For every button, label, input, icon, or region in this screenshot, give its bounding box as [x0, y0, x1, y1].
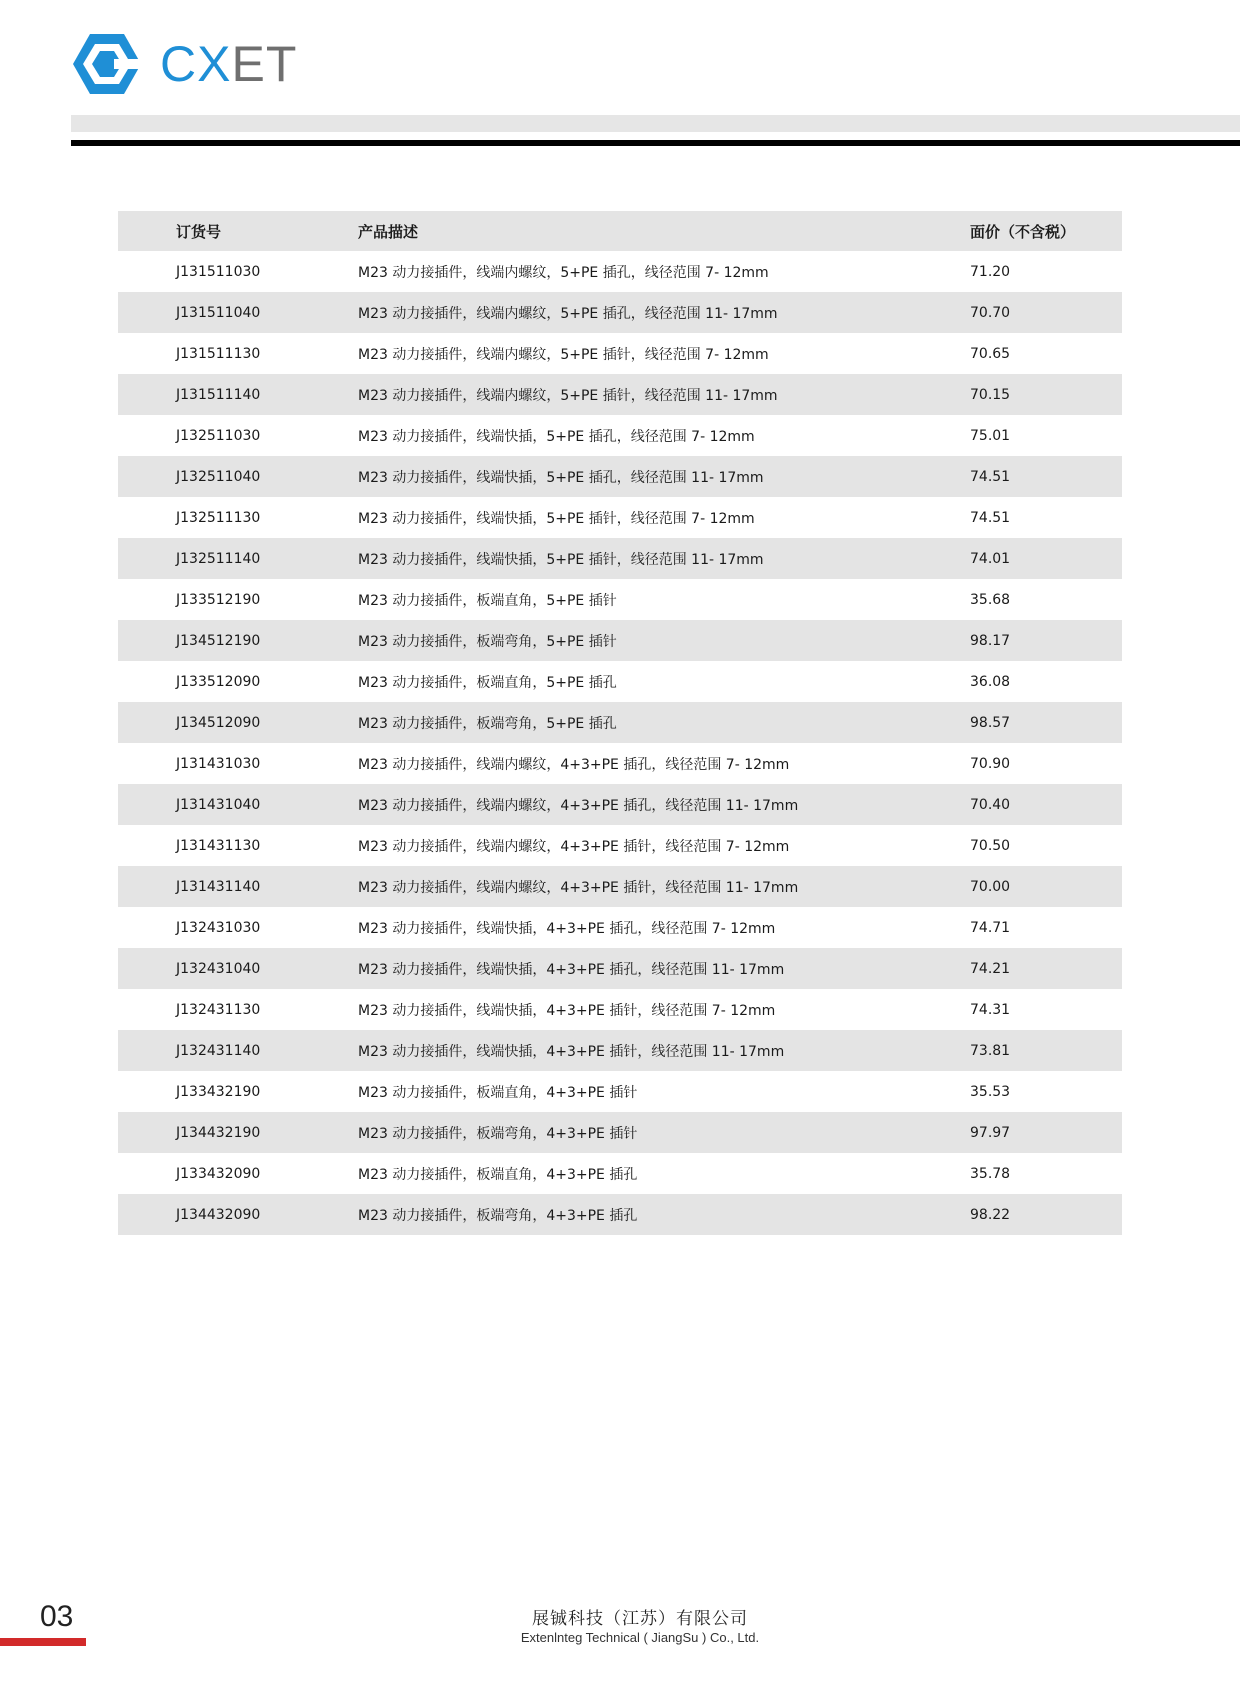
price-cell: 98.22 [970, 1206, 1011, 1223]
description-cell: M23 动力接插件，线端内螺纹，5+PE 插孔，线径范围 11- 17mm [358, 305, 778, 322]
table-row [118, 907, 1122, 948]
description-cell: M23 动力接插件，板端直角，5+PE 插孔 [358, 674, 617, 691]
company-name-en: Extenlnteg Technical ( JiangSu ) Co., Ltd. [520, 1630, 760, 1645]
order-number-cell: J134432190 [176, 1124, 261, 1141]
price-cell: 74.31 [970, 1001, 1011, 1018]
description-cell: M23 动力接插件，线端快插，5+PE 插针，线径范围 7- 12mm [358, 510, 755, 527]
page-accent-bar [0, 1638, 86, 1646]
price-cell: 98.17 [970, 632, 1011, 649]
table-row [118, 1194, 1122, 1235]
price-cell: 35.68 [970, 591, 1011, 608]
table-row [118, 866, 1122, 907]
description-cell: M23 动力接插件，板端直角，4+3+PE 插针 [358, 1084, 638, 1101]
table-row [118, 1112, 1122, 1153]
logo-wordmark-part-1: CX [160, 36, 232, 92]
table-row [118, 251, 1122, 292]
table-header-row [118, 211, 1122, 251]
price-cell: 74.51 [970, 468, 1011, 485]
order-number-cell: J132511130 [176, 509, 261, 526]
description-cell: M23 动力接插件，线端快插，5+PE 插针，线径范围 11- 17mm [358, 551, 764, 568]
table-row [118, 415, 1122, 456]
price-cell: 71.20 [970, 263, 1011, 280]
page-number: 03 [40, 1600, 74, 1633]
description-cell: M23 动力接插件，线端快插，4+3+PE 插孔，线径范围 11- 17mm [358, 961, 785, 978]
price-cell: 70.90 [970, 755, 1011, 772]
description-cell: M23 动力接插件，线端快插，5+PE 插孔，线径范围 11- 17mm [358, 469, 764, 486]
price-cell: 74.51 [970, 509, 1011, 526]
header-product-description: 产品描述 [358, 222, 419, 241]
table-row [118, 333, 1122, 374]
price-cell: 73.81 [970, 1042, 1011, 1059]
description-cell: M23 动力接插件，板端弯角，4+3+PE 插孔 [358, 1207, 638, 1224]
table-body [118, 251, 1122, 1235]
table-row [118, 702, 1122, 743]
description-cell: M23 动力接插件，线端内螺纹，4+3+PE 插针，线径范围 7- 12mm [358, 838, 790, 855]
description-cell: M23 动力接插件，线端快插，5+PE 插孔，线径范围 7- 12mm [358, 428, 755, 445]
order-number-cell: J132511030 [176, 427, 261, 444]
description-cell: M23 动力接插件，线端快插，4+3+PE 插孔，线径范围 7- 12mm [358, 920, 776, 937]
description-cell: M23 动力接插件，板端直角，4+3+PE 插孔 [358, 1166, 638, 1183]
price-table [118, 211, 1122, 1235]
table-row [118, 825, 1122, 866]
description-cell: M23 动力接插件，线端快插，4+3+PE 插针，线径范围 7- 12mm [358, 1002, 776, 1019]
price-cell: 70.70 [970, 304, 1011, 321]
logo-wordmark [160, 36, 298, 92]
table-row [118, 456, 1122, 497]
description-cell: M23 动力接插件，线端内螺纹，5+PE 插针，线径范围 11- 17mm [358, 387, 778, 404]
table-row [118, 989, 1122, 1030]
price-cell: 74.71 [970, 919, 1011, 936]
order-number-cell: J131511040 [176, 304, 261, 321]
order-number-cell: J133432190 [176, 1083, 261, 1100]
price-cell: 36.08 [970, 673, 1011, 690]
price-cell: 70.65 [970, 345, 1011, 362]
description-cell: M23 动力接插件，线端内螺纹，5+PE 插针，线径范围 7- 12mm [358, 346, 769, 363]
logo-wordmark-part-2: ET [231, 36, 298, 92]
price-cell: 97.97 [970, 1124, 1011, 1141]
description-cell: M23 动力接插件，板端弯角，5+PE 插针 [358, 633, 617, 650]
order-number-cell: J133432090 [176, 1165, 261, 1182]
brand-logo [72, 32, 297, 96]
table-row [118, 743, 1122, 784]
order-number-cell: J134432090 [176, 1206, 261, 1223]
hexagon-logo-icon [72, 32, 142, 96]
description-cell: M23 动力接插件，线端内螺纹，4+3+PE 插针，线径范围 11- 17mm [358, 879, 799, 896]
table-row [118, 661, 1122, 702]
order-number-cell: J134512090 [176, 714, 261, 731]
table-row [118, 948, 1122, 989]
table-row [118, 1030, 1122, 1071]
order-number-cell: J131431030 [176, 755, 261, 772]
order-number-cell: J132431030 [176, 919, 261, 936]
order-number-cell: J132431040 [176, 960, 261, 977]
order-number-cell: J131511130 [176, 345, 261, 362]
order-number-cell: J132511140 [176, 550, 261, 567]
description-cell: M23 动力接插件，板端直角，5+PE 插针 [358, 592, 617, 609]
header-order-number: 订货号 [176, 222, 222, 241]
table-row [118, 497, 1122, 538]
description-cell: M23 动力接插件，线端快插，4+3+PE 插针，线径范围 11- 17mm [358, 1043, 785, 1060]
header-band [71, 115, 1240, 132]
description-cell: M23 动力接插件，线端内螺纹，4+3+PE 插孔，线径范围 7- 12mm [358, 756, 790, 773]
price-cell: 70.50 [970, 837, 1011, 854]
table-row [118, 579, 1122, 620]
table-row [118, 538, 1122, 579]
company-name-cn: 展铖科技（江苏）有限公司 [532, 1609, 748, 1629]
order-number-cell: J131431140 [176, 878, 261, 895]
order-number-cell: J131511030 [176, 263, 261, 280]
order-number-cell: J134512190 [176, 632, 261, 649]
price-cell: 74.21 [970, 960, 1011, 977]
description-cell: M23 动力接插件，板端弯角，4+3+PE 插针 [358, 1125, 638, 1142]
description-cell: M23 动力接插件，线端内螺纹，4+3+PE 插孔，线径范围 11- 17mm [358, 797, 799, 814]
description-cell: M23 动力接插件，板端弯角，5+PE 插孔 [358, 715, 617, 732]
price-cell: 35.53 [970, 1083, 1011, 1100]
table-row [118, 374, 1122, 415]
order-number-cell: J132431130 [176, 1001, 261, 1018]
order-number-cell: J131431130 [176, 837, 261, 854]
price-cell: 70.00 [970, 878, 1011, 895]
order-number-cell: J132511040 [176, 468, 261, 485]
order-number-cell: J131431040 [176, 796, 261, 813]
order-number-cell: J133512190 [176, 591, 261, 608]
order-number-cell: J132431140 [176, 1042, 261, 1059]
header-rule [71, 140, 1240, 146]
price-cell: 35.78 [970, 1165, 1011, 1182]
table-row [118, 1153, 1122, 1194]
table-row [118, 784, 1122, 825]
header-list-price: 面价（不含税） [970, 222, 1076, 241]
order-number-cell: J133512090 [176, 673, 261, 690]
footer [440, 1609, 840, 1647]
table-row [118, 292, 1122, 333]
price-cell: 75.01 [970, 427, 1011, 444]
price-cell: 74.01 [970, 550, 1011, 567]
price-cell: 70.15 [970, 386, 1011, 403]
table-row [118, 1071, 1122, 1112]
order-number-cell: J131511140 [176, 386, 261, 403]
table-row [118, 620, 1122, 661]
description-cell: M23 动力接插件，线端内螺纹，5+PE 插孔，线径范围 7- 12mm [358, 264, 769, 281]
price-cell: 70.40 [970, 796, 1011, 813]
price-cell: 98.57 [970, 714, 1011, 731]
